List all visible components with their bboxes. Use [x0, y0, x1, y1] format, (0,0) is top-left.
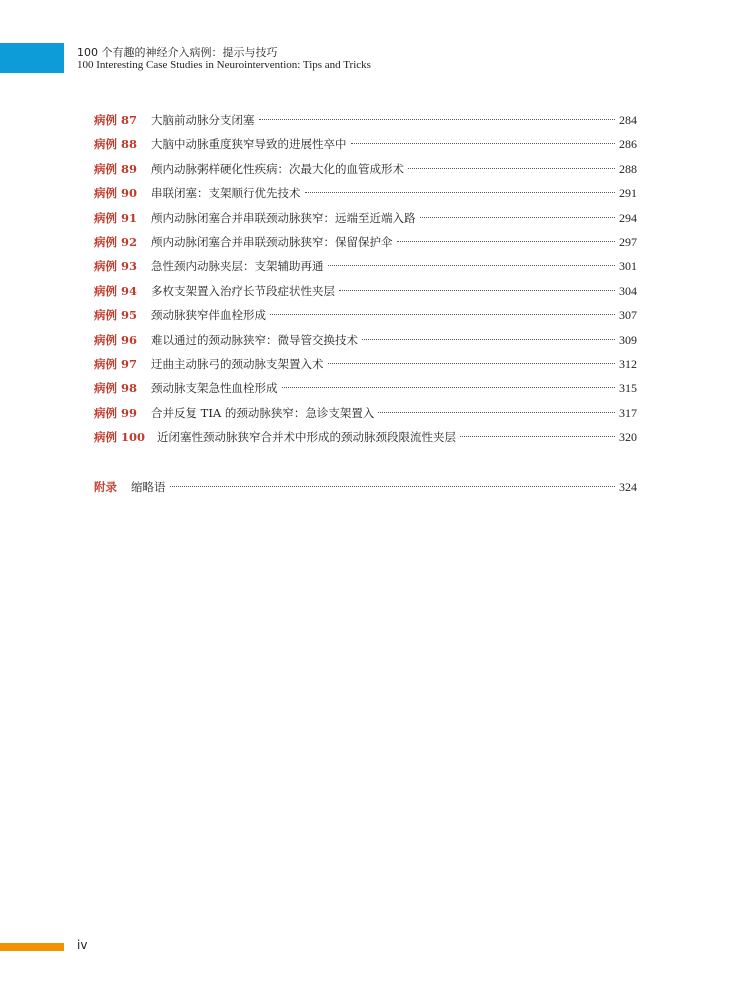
toc-entry[interactable] [94, 279, 637, 303]
dot-leader [420, 217, 615, 218]
case-number: 病例 92 [94, 234, 138, 249]
footer-color-bar [0, 943, 64, 951]
case-title: 合并反复 TIA 的颈动脉狭窄：急诊支架置入 [151, 405, 375, 420]
case-title: 颅内动脉闭塞合并串联颈动脉狭窄：远端至近端入路 [151, 210, 416, 225]
page-number: 284 [619, 113, 637, 127]
case-number: 病例 88 [94, 137, 138, 152]
dot-leader [328, 265, 615, 266]
case-title: 串联闭塞：支架顺行优先技术 [151, 186, 301, 201]
toc-entry[interactable] [94, 230, 637, 254]
case-title: 急性颈内动脉夹层：支架辅助再通 [151, 259, 324, 274]
dot-leader [305, 192, 615, 193]
toc-entry[interactable] [94, 254, 637, 278]
case-title: 大脑中动脉重度狭窄导致的进展性卒中 [151, 137, 347, 152]
dot-leader [170, 486, 616, 487]
case-title: 颈动脉支架急性血栓形成 [151, 381, 278, 396]
toc-entry[interactable] [94, 181, 637, 205]
case-number: 病例 97 [94, 356, 138, 371]
page-number: 307 [619, 308, 637, 323]
dot-leader [328, 363, 615, 364]
folio-page-number: iv [77, 938, 88, 952]
page-number: 297 [619, 234, 637, 249]
case-number: 病例 90 [94, 186, 138, 201]
case-title: 颅内动脉闭塞合并串联颈动脉狭窄：保留保护伞 [151, 234, 393, 249]
page-number: 317 [619, 405, 637, 420]
dot-leader [362, 339, 615, 340]
toc-entry[interactable] [94, 157, 637, 181]
toc-entry-appendix[interactable] [94, 475, 637, 499]
dot-leader [460, 436, 615, 437]
page-number: 286 [619, 137, 637, 152]
case-title: 迂曲主动脉弓的颈动脉支架置入术 [151, 356, 324, 371]
case-number: 病例 95 [94, 308, 138, 323]
case-number: 病例 93 [94, 259, 138, 274]
header-color-bar [0, 43, 64, 73]
dot-leader [378, 412, 615, 413]
toc-entry[interactable] [94, 303, 637, 327]
toc-entry[interactable] [94, 132, 637, 156]
case-title: 大脑前动脉分支闭塞 [151, 113, 255, 127]
toc-entry[interactable] [94, 206, 637, 230]
appendix-label: 附录 [94, 480, 117, 495]
toc-entry[interactable] [94, 108, 637, 132]
toc-entry[interactable] [94, 352, 637, 376]
page-number: 309 [619, 332, 637, 347]
page-number: 288 [619, 161, 637, 176]
toc-entry[interactable] [94, 376, 637, 400]
dot-leader [397, 241, 615, 242]
case-number: 病例 91 [94, 210, 138, 225]
page-number: 312 [619, 356, 637, 371]
case-number: 病例 89 [94, 161, 138, 176]
case-title: 多枚支架置入治疗长节段症状性夹层 [151, 283, 336, 298]
page-number: 315 [619, 381, 637, 396]
toc-entry[interactable] [94, 328, 637, 352]
dot-leader [282, 387, 615, 388]
case-number: 病例 99 [94, 405, 138, 420]
appendix-title: 缩略语 [131, 480, 166, 495]
case-title: 颈动脉狭窄伴血栓形成 [151, 308, 267, 323]
page-number: 301 [619, 259, 637, 274]
dot-leader [339, 290, 615, 291]
page-number: 304 [619, 283, 637, 298]
case-title: 颅内动脉粥样硬化性疾病：次最大化的血管成形术 [151, 161, 405, 176]
case-title: 难以通过的颈动脉狭窄：微导管交换技术 [151, 332, 359, 347]
case-title: 近闭塞性颈动脉狭窄合并术中形成的颈动脉颈段限流性夹层 [157, 430, 457, 445]
page-number: 320 [619, 430, 637, 445]
case-number: 病例 96 [94, 332, 138, 347]
toc-entry[interactable] [94, 425, 637, 449]
case-number: 病例 87 [94, 113, 138, 127]
book-title-english: 100 Interesting Case Studies in Neurointervention: Tips and Tricks [77, 59, 371, 71]
toc-entry[interactable] [94, 401, 637, 425]
dot-leader [408, 168, 615, 169]
book-title-chinese: 100 个有趣的神经介入病例：提示与技巧 [77, 46, 278, 59]
dot-leader [270, 314, 615, 315]
case-number: 病例 98 [94, 381, 138, 396]
dot-leader [259, 119, 615, 120]
table-of-contents [94, 108, 637, 500]
case-number: 病例 94 [94, 283, 138, 298]
page-number: 324 [619, 480, 637, 495]
case-number: 病例 100 [94, 430, 146, 445]
dot-leader [351, 143, 615, 144]
page-number: 294 [619, 210, 637, 225]
page-number: 291 [619, 186, 637, 201]
